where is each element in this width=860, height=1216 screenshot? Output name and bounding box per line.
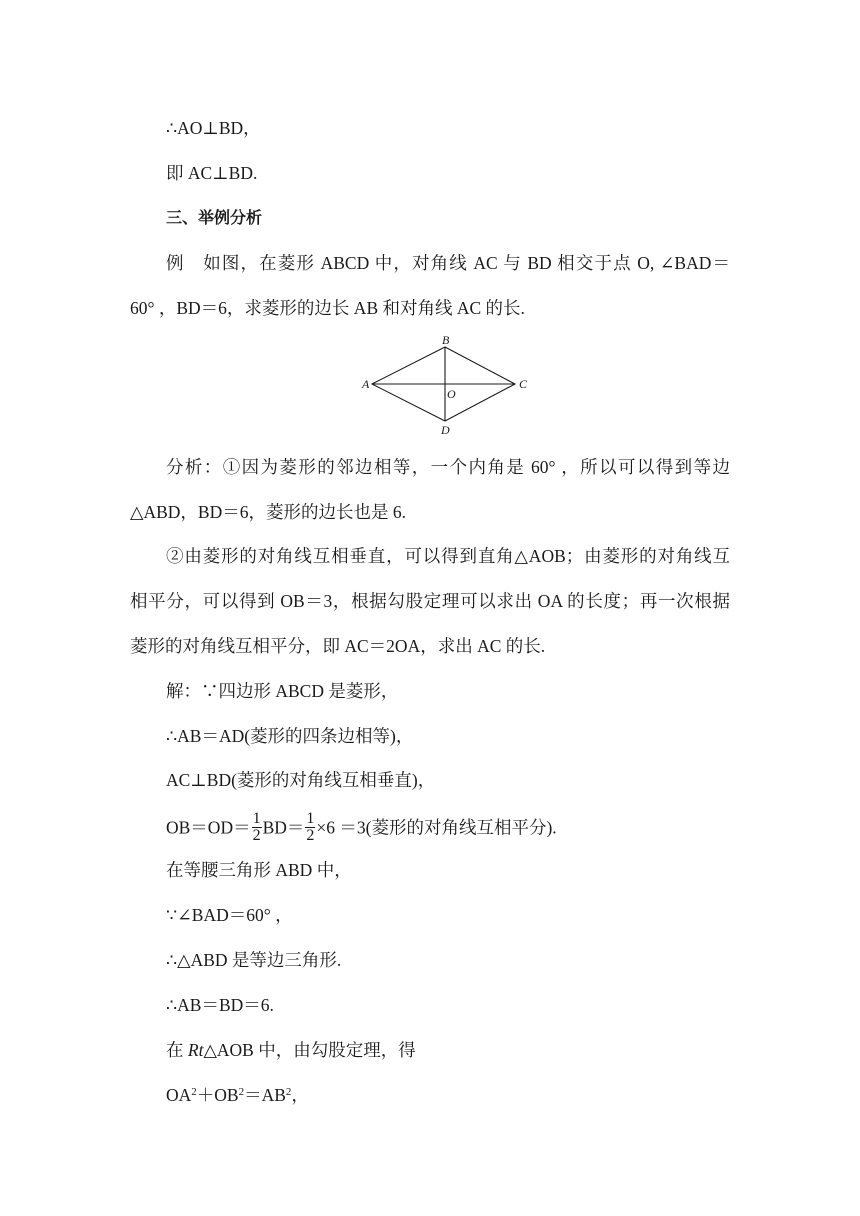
analysis-line-3: ②由菱形的对角线互相垂直，可以得到直角△AOB；由菱形的对角线互 — [166, 546, 730, 566]
pyth-t2: ＋OB — [196, 1085, 239, 1105]
text-line-ac-perp-bd: 即 AC⊥BD. — [166, 163, 258, 183]
fraction-numerator: 1 — [306, 810, 315, 827]
analysis-line-2: △ABD，BD＝6，菱形的边长也是 6. — [130, 502, 406, 522]
sol9-post: △AOB 中，由勾股定理，得 — [203, 1040, 416, 1060]
fraction-denominator: 2 — [306, 827, 315, 844]
label-b: B — [442, 333, 450, 347]
text-line-ao-perp-bd: ∴AO⊥BD， — [166, 118, 261, 138]
solution-line-1: 解：∵四边形 ABCD 是菱形， — [166, 681, 399, 701]
fraction-half-2 — [305, 811, 315, 844]
sol9-rt: Rt — [187, 1040, 204, 1060]
pyth-sup3: 2 — [285, 1086, 292, 1098]
solution-line-7: ∴△ABD 是等边三角形. — [166, 950, 342, 970]
analysis-line-1: 分析：①因为菱形的邻边相等，一个内角是 60° ，所以可以得到等边 — [166, 457, 730, 477]
pyth-t1: OA — [166, 1085, 192, 1105]
example-line-2: 60° ，BD＝6，求菱形的边长 AB 和对角线 AC 的长. — [130, 298, 525, 318]
solution-line-2: ∴AB＝AD(菱形的四条边相等)， — [166, 726, 414, 746]
solution-line-8: ∴AB＝BD＝6. — [166, 995, 274, 1015]
analysis-line-4: 相平分，可以得到 OB＝3，根据勾股定理可以求出 OA 的长度；再一次根据 — [130, 591, 730, 611]
eq-ob-part2: BD＝ — [262, 817, 305, 838]
label-a: A — [362, 377, 370, 391]
solution-line-6: ∵∠BAD＝60° ， — [166, 905, 293, 925]
solution-line-3: AC⊥BD(菱形的对角线互相垂直)， — [166, 770, 436, 790]
solution-line-5: 在等腰三角形 ABD 中， — [166, 860, 352, 880]
equation-ob-od — [166, 810, 557, 846]
fraction-denominator: 2 — [252, 827, 261, 844]
pyth-sup1: 2 — [191, 1086, 197, 1098]
eq-ob-part1: OB＝OD＝ — [166, 817, 251, 838]
eq-ob-part3: ×6 ＝3(菱形的对角线互相平分). — [316, 817, 557, 838]
sol9-pre: 在 — [166, 1040, 188, 1060]
example-line-1: 例 如图，在菱形 ABCD 中，对角线 AC 与 BD 相交于点 O, ∠BAD＝ — [166, 253, 730, 273]
pyth-sup2: 2 — [238, 1086, 245, 1098]
solution-line-9 — [166, 1038, 416, 1062]
label-c: C — [519, 377, 528, 391]
fraction-numerator: 1 — [252, 810, 261, 827]
analysis-line-5: 菱形的对角线互相平分，即 AC＝2OA，求出 AC 的长. — [130, 636, 546, 656]
pyth-t3: ＝AB — [244, 1085, 286, 1105]
label-d: D — [441, 423, 450, 437]
rhombus-figure — [355, 332, 535, 442]
equation-pythagoras — [166, 1083, 309, 1107]
pyth-t4: ， — [291, 1085, 309, 1105]
section-heading: 三、举例分析 — [166, 208, 263, 227]
fraction-half-1 — [252, 811, 262, 844]
label-o: O — [447, 387, 456, 401]
